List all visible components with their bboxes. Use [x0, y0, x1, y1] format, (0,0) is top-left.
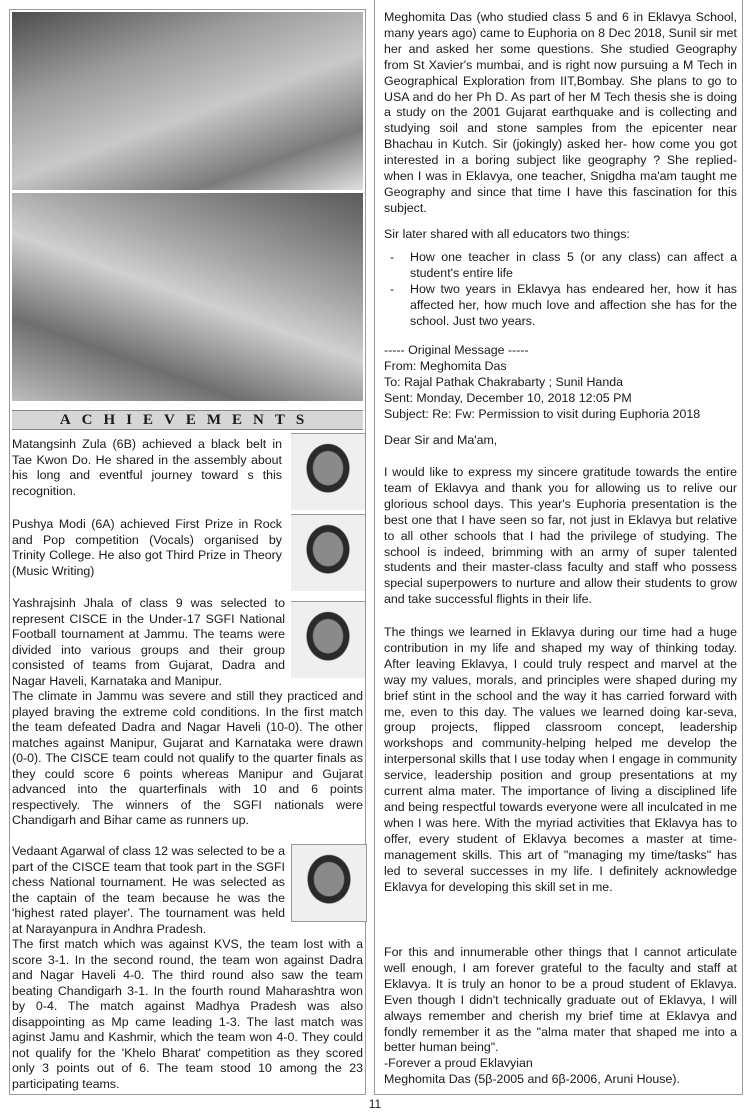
- signoff: -Forever a proud Eklavyian: [384, 1056, 533, 1070]
- shared-points-list: [384, 250, 737, 330]
- email-sent: Sent: Monday, December 10, 2018 12:05 PM: [384, 390, 632, 405]
- letter-paragraph: For this and innumerable other things that I cannot articulate well enough, I am forever grateful to the faculty and staff at Eklavya. It is truly an honor to be a proud student of Eklavya. Even though I didn't technically graduate out of Eklavya, I will always remember and cherish my brief time at Eklavya and fondly remember it as the "alma mater that shaped me into a better human being".: [384, 945, 737, 1055]
- email-header: [384, 343, 737, 423]
- achievement-text: The first match which was against KVS, the team lost with a score 3-1. In the second round, the team won against Dadra and Nagar Haveli 4-0. The third round also saw the team beating Chandigarh 3-1. In the fourth round Maharashtra won by 0-4. The match against Madhya Pradesh was also disappointing as Mp came leading 1-3. The last match was aginst Jamu and Kashmir, which the team won 4-0. They could not qualify for the 'Khelo Bharat' competition as they scored only 3 points out of 6. The team stood 10 among the 23 participating teams.: [12, 937, 363, 1091]
- student-portrait: [291, 514, 365, 591]
- achievements-column: [9, 9, 366, 1095]
- intro-paragraph: Meghomita Das (who studied class 5 and 6 in Eklavya School, many years ago) came to Euphoria on 8 Dec 2018, Sunil sir met her and asked her some questions. She studied Geography from St Xavier's mumbai, and is right now pursuing a M Tech in Geographical Exploration from IIT,Bombay. She plans to go to USA and do her Ph D. As part of her M Tech thesis she is doing a study on the 2001 Gujarat earthquake and is collecting and studying soil and stone samples from the epicenter near Bhachau in Kutch. Sir (jokingly) asked her- how come you got interested in a boring subject like geography ? She replied- when I was in Eklavya, one teacher, Snigdha ma'am taught me Geography and since that time I have this fascination for this subject.: [384, 10, 737, 215]
- students-activity-photo: [12, 12, 363, 190]
- list-item: - How two years in Eklavya has endeared her, how it has affected her, how much love and affection she has for the school. Just two years.: [384, 282, 737, 330]
- section-title: ACHIEVEMENTS: [12, 410, 363, 430]
- achievement-text: Vedaant Agarwal of class 12 was selected to be a part of the CISCE team that took part in the SGFI chess National tournament. He was selected as the captain of the team because he was the 'highest rated player'. The tournament was held at Narayanpura in Andhra Pradesh.: [12, 844, 285, 936]
- alumni-letter-column: [374, 0, 743, 1095]
- student-portrait: [291, 844, 367, 922]
- achievement-text: The climate in Jammu was severe and still they practiced and played braving the extreme cold conditions. In the first match the team defeated Dadra and Nagar Haveli (10-0). The other matches against Manipur, Gujarat and Karnataka were drawn (0-0). The CISCE team could not qualify to the quarter finals as they could score 6 points whereas Manipur and Gujarat advanced into the quarterfinals with 10 and 6 points respectively. The winners of the SGFI nationals were Chandigarh and Bihar came as runners up.: [12, 689, 363, 827]
- student-portrait: [291, 601, 365, 678]
- email-to: To: Rajal Pathak Chakrabarty ; Sunil Handa: [384, 374, 623, 389]
- list-item: - How one teacher in class 5 (or any class) can affect a student's entire life: [384, 250, 737, 282]
- letter-paragraph: The things we learned in Eklavya during our time had a huge contribution in my life and shaped my way of thinking today. After leaving Eklavya, I could truly respect and marvel at the way my values, morals, and principles were shaped during my brief stint in the school and the way it has carried forward with me, even to this day. The values we learned doing kar-seva, group projects, flipped classroom concept, leadership workshops and community-helping helped me develop the interpersonal skills that I use today when I engage in community service, leadership position and group presentations at my current alma mater. The importance of living a disciplined life and being respectful towards everyone were all inculcated in me when I was here. With the myriad activities that Eklavya has to offer, every student of Eklavya becomes a master at time-management skills. This art of "managing my time/tasks" has led to several successes in my life. I definitely acknowledge Eklavya for developing this skill set in me.: [384, 625, 737, 894]
- letter-paragraph: I would like to express my sincere gratitude towards the entire team of Eklavya and thank you for allowing us to relive our glorious school days. This year's Euphoria presentation is the best one that I have seen so far, not just in Eklavya but relative to all other schools that I had the privilege of studying. The school is indeed, brimming with an army of super talented students and their master-class faculty and staff who possess special superpowers to nurture and allow their students to grow and take successful flights in their life.: [384, 465, 737, 607]
- email-marker: ----- Original Message -----: [384, 343, 529, 357]
- achievement-text: Yashrajsinh Jhala of class 9 was selected to represent CISCE in the Under-17 SGFI National Football tournament at Jammu. The teams were divided into various groups and their group consisted of teams from Gujarat, Dadra and Nagar Haveli, Karnataka and Manipur.: [12, 596, 285, 688]
- student-portrait: [291, 433, 365, 510]
- shared-intro: Sir later shared with all educators two things:: [384, 227, 630, 241]
- achievement-text: Matangsinh Zula (6B) achieved a black belt in Tae Kwon Do. He shared in the assembly about his long and eventful journey toward s this recognition.: [12, 437, 282, 498]
- greeting: Dear Sir and Ma'am,: [384, 433, 498, 447]
- achievement-text: Pushya Modi (6A) achieved First Prize in Rock and Pop competition (Vocals) organised by Trinity College. He also got Third Prize in Theory (Music Writing): [12, 517, 282, 578]
- signature-block: [384, 1056, 737, 1088]
- page-number: 11: [368, 1097, 382, 1111]
- email-from: From: Meghomita Das: [384, 358, 507, 373]
- students-activity-photo: [12, 193, 363, 401]
- email-subject: Subject: Re: Fw: Permission to visit during Euphoria 2018: [384, 406, 701, 421]
- signature: Meghomita Das (5β-2005 and 6β-2006, Aruni House).: [384, 1071, 680, 1086]
